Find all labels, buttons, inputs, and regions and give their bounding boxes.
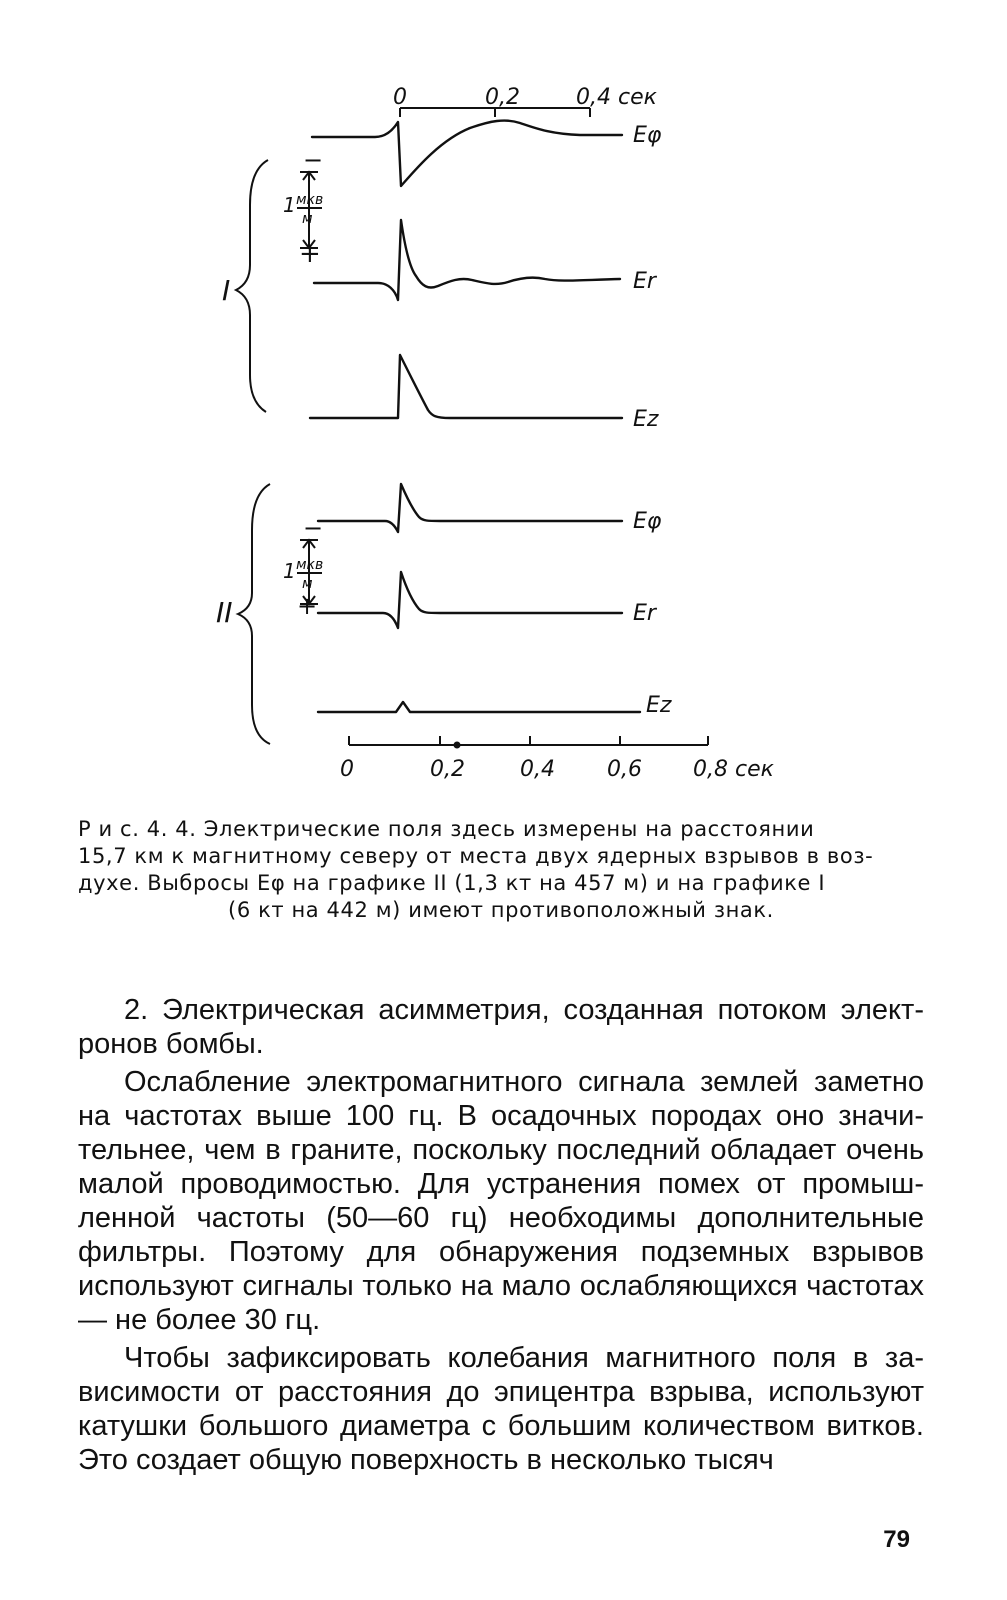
group-I-scale-marker: [283, 146, 323, 269]
group-II-trace-Ez: [318, 702, 640, 712]
figure-caption: [78, 816, 924, 924]
group-II-scale-marker: [283, 514, 323, 620]
group-II-trace-Ephi: [318, 484, 622, 532]
page-number: 79: [883, 1526, 910, 1553]
group-II-label: II: [216, 596, 233, 629]
group-II-scale-minus: −: [303, 514, 324, 542]
paragraph: Чтобы зафиксировать колебания магнитного поля в зависимости от расстояния до эпицентра взрыва, используют катушки большого диаметра с большим количеством витков. Это создает общую поверхность в несколько тысяч: [78, 1342, 924, 1476]
group-II-scale-unit-num: мкв: [296, 557, 324, 573]
group-I-scale-value: 1: [283, 193, 296, 217]
caption-line: духе. Выбросы Eφ на графике II (1,3 кт на 457 м) и на графике I: [78, 871, 826, 895]
group-II-scale-value: 1: [283, 559, 296, 583]
top-axis-tick-2: 0,4 сек: [576, 85, 657, 110]
top-axis-tick-0: 0: [393, 85, 407, 110]
group-I-trace-Er: [314, 220, 620, 300]
group-II-trace-Ephi-label: Eφ: [633, 509, 662, 534]
group-I-scale-unit-den: м: [302, 211, 313, 227]
group-II-brace: [238, 484, 270, 744]
group-I-trace-Ephi: [312, 121, 622, 186]
group-I-scale-plus: +: [299, 239, 321, 269]
group-I-trace-Ephi-label: Eφ: [633, 123, 662, 148]
paragraph: 2. Электрическая асимметрия, созданная потоком электронов бомбы.: [78, 994, 924, 1060]
caption-line: Р и с. 4. 4. Электрические поля здесь измерены на расстоянии: [78, 817, 815, 841]
group-II-trace-Er-label: Er: [633, 601, 656, 626]
caption-line: 15,7 км к магнитному северу от места двух ядерных взрывов в воз-: [78, 844, 874, 868]
bottom-time-axis: [340, 736, 775, 782]
bottom-axis-tick-4: 0,8 сек: [693, 757, 774, 782]
caption-last-line: (6 кт на 442 м) имеют противоположный знак.: [228, 898, 774, 922]
bottom-axis-tick-3: 0,6: [607, 757, 642, 782]
bottom-axis-tick-1: 0,2: [430, 757, 465, 782]
group-I-trace-Ez-label: Ez: [633, 407, 659, 432]
group-I-label: I: [222, 274, 231, 307]
group-II-trace-Er: [318, 572, 622, 628]
bottom-axis-tick-2: 0,4: [520, 757, 555, 782]
paragraph: Ослабление электромагнитного сигнала землей заметно на частотах выше 100 гц. В осадочных породах оно значительнее, чем в граните, поскольку последний обладает очень малой проводимостью. Для устранения помех от промышленной частоты (50—60 гц) необходимы дополнительные фильтры. Поэтому для обнаружения подземных взрывов используют сигналы только на мало ослабляющихся частотах — не более 30 гц.: [78, 1066, 924, 1336]
group-I-scale-minus: −: [303, 146, 324, 174]
top-axis-tick-1: 0,2: [485, 85, 520, 110]
group-II-trace-Ez-label: Ez: [646, 693, 672, 718]
group-I-trace-Ez: [310, 355, 622, 418]
group-I-trace-Er-label: Er: [633, 269, 656, 294]
group-I-scale-unit-num: мкв: [296, 192, 324, 208]
group-II-scale-plus: +: [297, 592, 318, 620]
group-I-brace: [236, 160, 268, 412]
group-II-scale-unit-den: м: [302, 576, 313, 592]
top-time-axis: [393, 85, 658, 117]
bottom-axis-tick-0: 0: [340, 757, 354, 782]
body-text: [78, 993, 924, 1481]
